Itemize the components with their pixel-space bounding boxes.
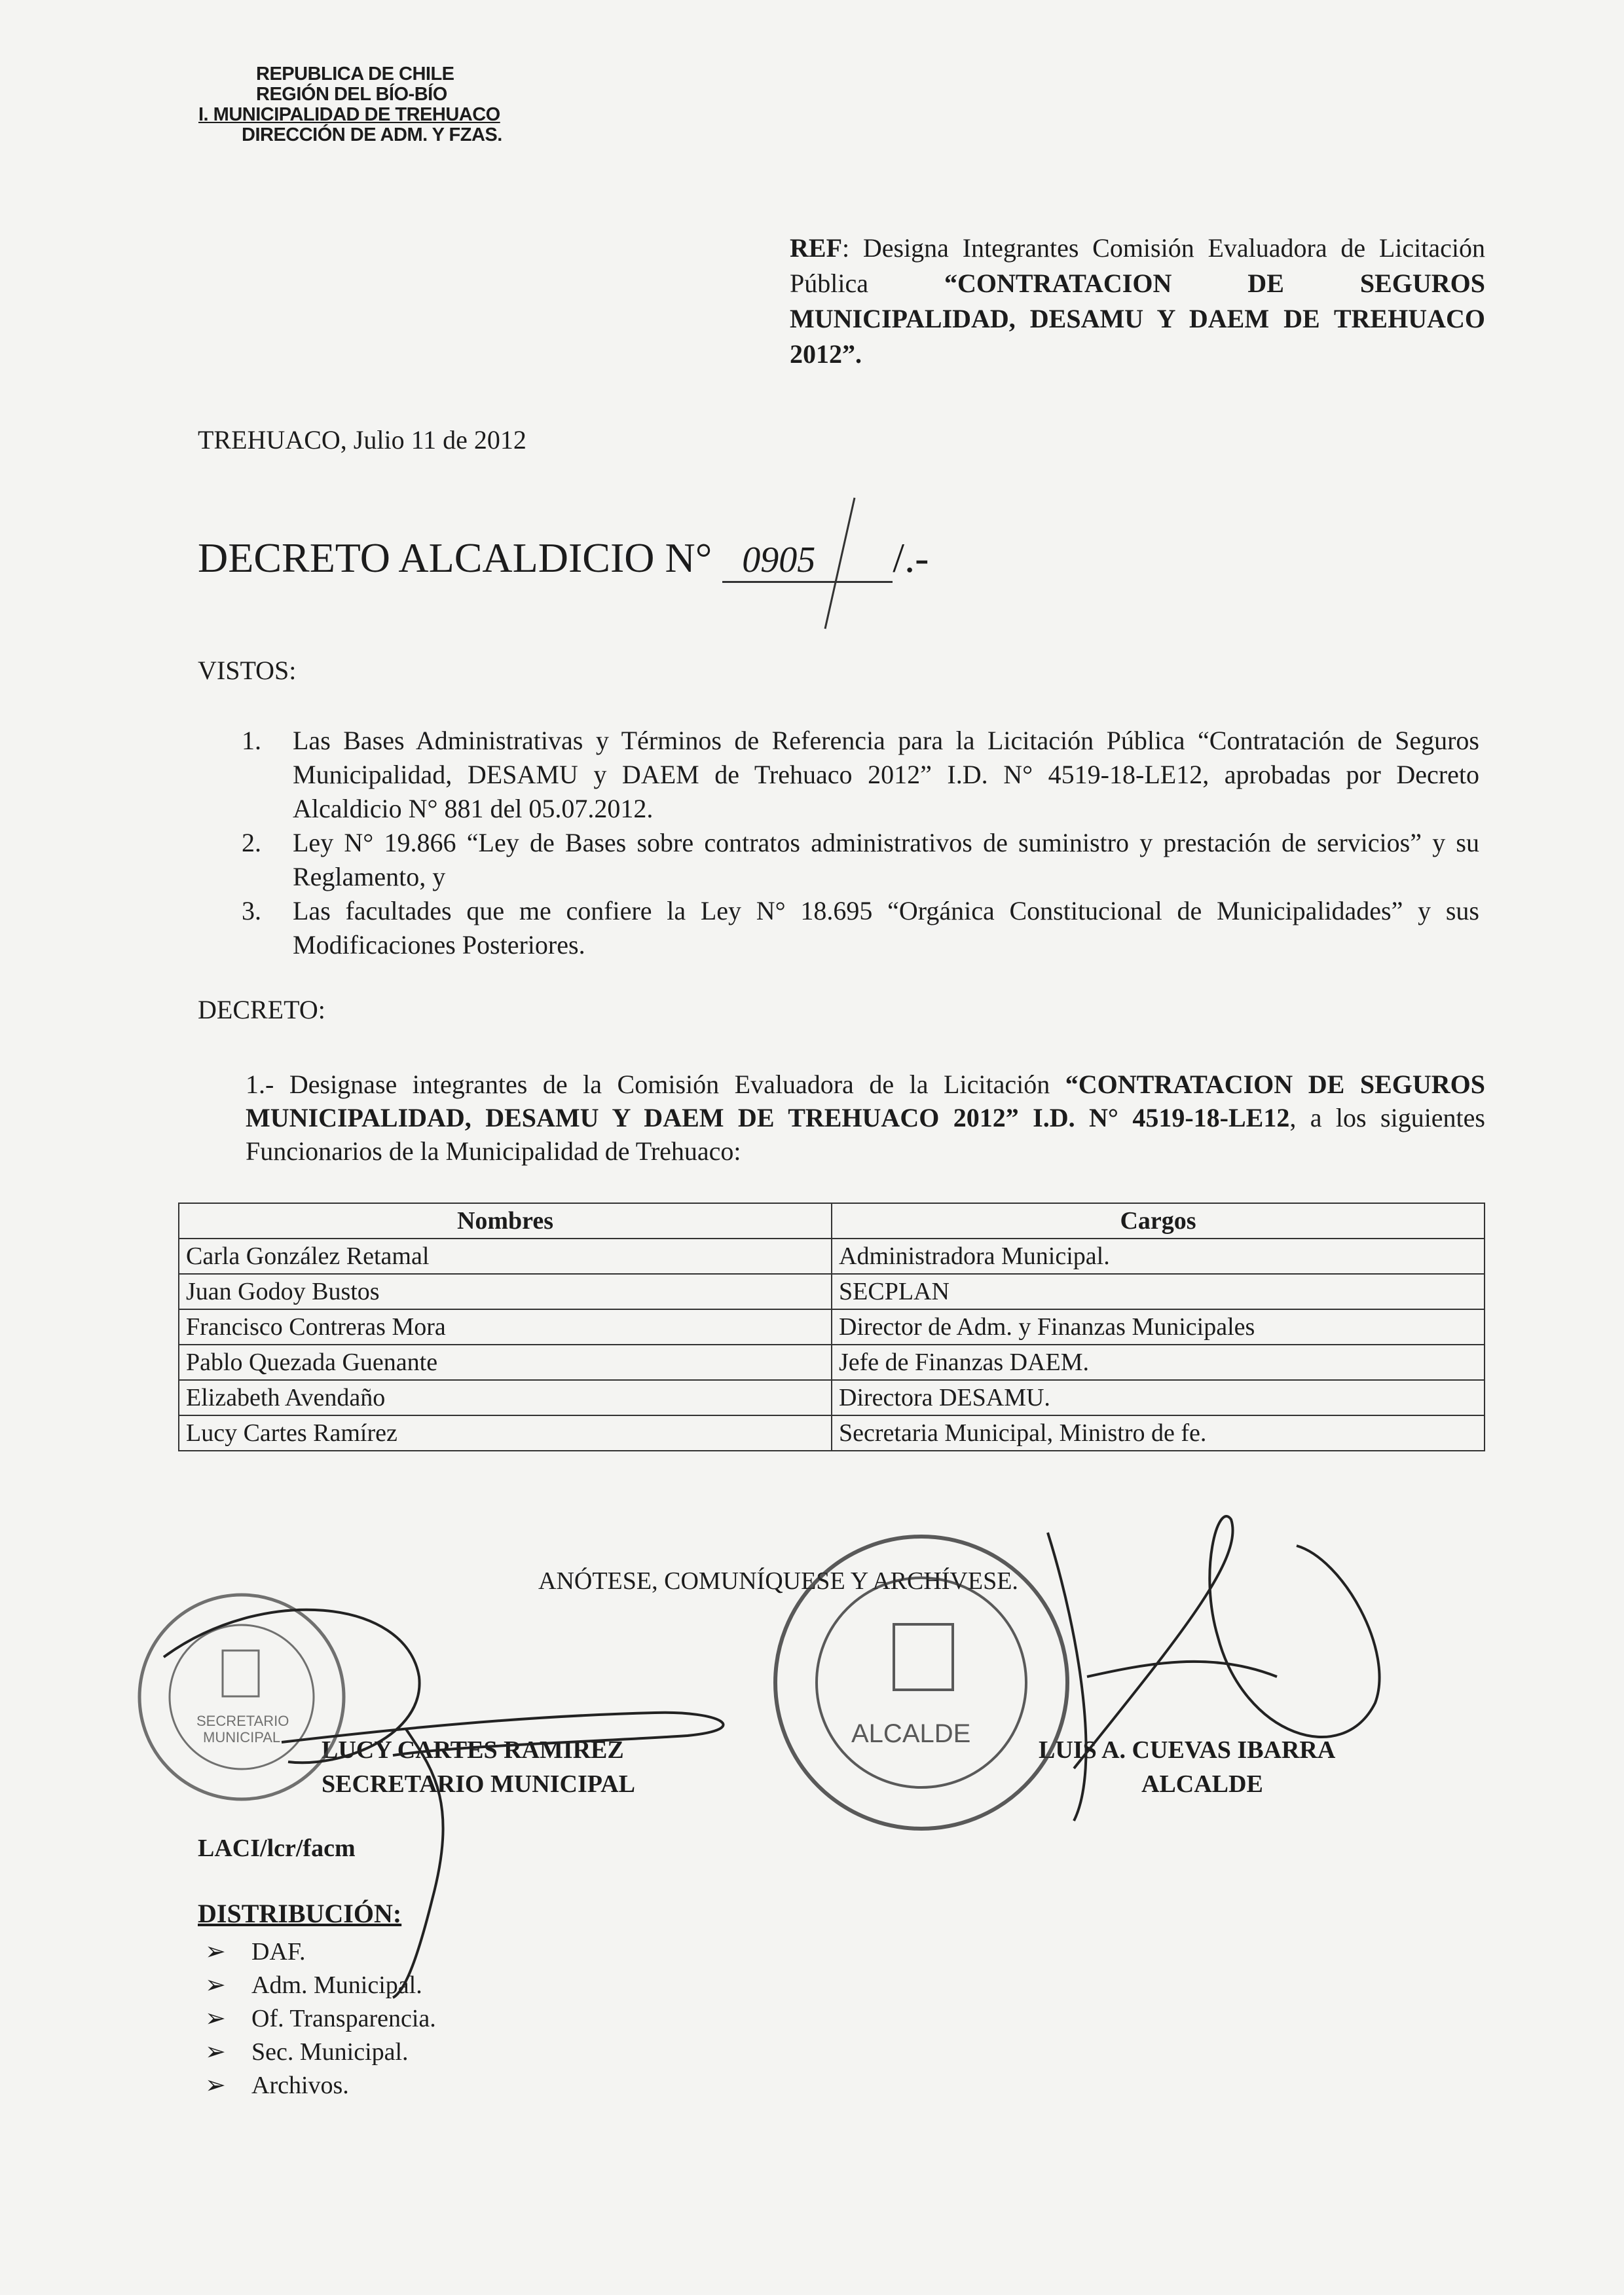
arrow-bullet-icon: ➢ bbox=[205, 2038, 226, 2066]
vistos-heading: VISTOS: bbox=[198, 656, 297, 685]
letterhead bbox=[198, 64, 502, 145]
cell-name: Pablo Quezada Guenante bbox=[179, 1345, 832, 1380]
arrow-bullet-icon: ➢ bbox=[205, 2005, 226, 2032]
ref-text: : Designa Integrantes Comisión Evaluadora de Licitación Pública bbox=[790, 233, 1485, 298]
vistos-list bbox=[242, 724, 1479, 962]
arrow-bullet-icon: ➢ bbox=[205, 2072, 226, 2099]
list-item bbox=[205, 2002, 436, 2036]
list-item bbox=[242, 724, 1479, 826]
distribution-heading: DISTRIBUCIÓN: bbox=[198, 1899, 402, 1928]
para-end: , a los siguientes Funcionarios de la Municipalidad de Trehuaco: bbox=[246, 1103, 1485, 1166]
commission-table bbox=[178, 1203, 1485, 1451]
cell-name: Lucy Cartes Ramírez bbox=[179, 1415, 832, 1451]
cell-position: Director de Adm. y Finanzas Municipales bbox=[832, 1309, 1485, 1345]
item-text: Las Bases Administrativas y Términos de Referencia para la Licitación Pública “Contratación de Seguros Municipalidad, DESAMU y DAEM de Trehuaco 2012” I.D. N° 4519-18-LE12, aprobadas por Decreto Alcaldicio N° 881 del 05.07.2012. bbox=[293, 726, 1479, 823]
item-text: Sec. Municipal. bbox=[251, 2038, 409, 2066]
list-item bbox=[242, 894, 1479, 962]
table-row bbox=[179, 1380, 1485, 1415]
decreto-heading: DECRETO: bbox=[198, 995, 325, 1024]
item-text: Las facultades que me confiere la Ley N° 18.695 “Orgánica Constitucional de Municipalidades” y sus Modificaciones Posteriores. bbox=[293, 896, 1479, 960]
item-text: Adm. Municipal. bbox=[251, 1971, 422, 1999]
distribution-list bbox=[205, 1935, 436, 2102]
cell-position: Administradora Municipal. bbox=[832, 1239, 1485, 1274]
item-text: Of. Transparencia. bbox=[251, 2005, 436, 2032]
table-row bbox=[179, 1345, 1485, 1380]
cell-position: Jefe de Finanzas DAEM. bbox=[832, 1345, 1485, 1380]
cell-position: SECPLAN bbox=[832, 1274, 1485, 1309]
list-item bbox=[205, 2036, 436, 2069]
secretary-stamp bbox=[139, 1595, 344, 1799]
table-row bbox=[179, 1274, 1485, 1309]
place-date bbox=[198, 424, 526, 455]
ref-bold-text: “CONTRATACION DE SEGUROS MUNICIPALIDAD, DESAMU Y DAEM DE TREHUACO 2012”. bbox=[790, 269, 1485, 369]
cell-name: Juan Godoy Bustos bbox=[179, 1274, 832, 1309]
decree-title-text: DECRETO ALCALDICIO N° bbox=[198, 534, 712, 581]
list-item bbox=[205, 2069, 436, 2102]
cell-name: Carla González Retamal bbox=[179, 1239, 832, 1274]
para-start: 1.- Designase integrantes de la Comisión Evaluadora de la Licitación bbox=[246, 1070, 1065, 1099]
item-number: 1. bbox=[242, 726, 261, 755]
item-number: 2. bbox=[242, 828, 261, 857]
date: , Julio 11 de 2012 bbox=[340, 425, 526, 455]
arrow-bullet-icon: ➢ bbox=[205, 1938, 226, 1966]
table-header-row bbox=[179, 1203, 1485, 1239]
letterhead-department: DIRECCIÓN DE ADM. Y FZAS. bbox=[242, 124, 502, 145]
mayor-name: LUIS A. CUEVAS IBARRA bbox=[1039, 1736, 1336, 1764]
secretary-name: LUCY CARTES RAMIREZ bbox=[322, 1736, 624, 1764]
item-number: 3. bbox=[242, 896, 261, 925]
list-item bbox=[205, 1935, 436, 1969]
initials: LACI/lcr/facm bbox=[198, 1835, 356, 1862]
cell-position: Directora DESAMU. bbox=[832, 1380, 1485, 1415]
svg-text:ALCALDE: ALCALDE bbox=[851, 1719, 971, 1748]
cell-name: Francisco Contreras Mora bbox=[179, 1309, 832, 1345]
table-row bbox=[179, 1239, 1485, 1274]
decreto-paragraph bbox=[246, 1068, 1485, 1168]
place: TREHUACO bbox=[198, 425, 341, 455]
mayor-title: ALCALDE bbox=[1141, 1770, 1263, 1798]
closing-formula: ANÓTESE, COMUNÍQUESE Y ARCHÍVESE. bbox=[538, 1567, 1018, 1595]
svg-text:MUNICIPAL: MUNICIPAL bbox=[203, 1729, 281, 1745]
cell-position: Secretaria Municipal, Ministro de fe. bbox=[832, 1415, 1485, 1451]
para-bold: “CONTRATACION DE SEGUROS MUNICIPALIDAD, DESAMU Y DAEM DE TREHUACO 2012” I.D. N° 4519-18-LE12 bbox=[246, 1070, 1485, 1132]
decree-title bbox=[198, 534, 929, 583]
secretary-title: SECRETARIO MUNICIPAL bbox=[322, 1770, 635, 1798]
column-header-names: Nombres bbox=[179, 1203, 832, 1239]
svg-text:SECRETARIO: SECRETARIO bbox=[196, 1713, 289, 1729]
item-text: DAF. bbox=[251, 1938, 306, 1966]
column-header-positions: Cargos bbox=[832, 1203, 1485, 1239]
item-text: Archivos. bbox=[251, 2072, 349, 2099]
decree-number: 0905 bbox=[722, 539, 893, 583]
ref-label: REF bbox=[790, 233, 842, 263]
item-text: Ley N° 19.866 “Ley de Bases sobre contratos administrativos de suministro y prestación de servicios” y su Reglamento, y bbox=[293, 828, 1479, 891]
arrow-bullet-icon: ➢ bbox=[205, 1971, 226, 1999]
letterhead-region: REGIÓN DEL BÍO-BÍO bbox=[256, 84, 447, 105]
cell-name: Elizabeth Avendaño bbox=[179, 1380, 832, 1415]
list-item bbox=[242, 826, 1479, 894]
reference-block bbox=[790, 231, 1485, 372]
table-row bbox=[179, 1309, 1485, 1345]
table-row bbox=[179, 1415, 1485, 1451]
decree-suffix: /.- bbox=[893, 534, 929, 581]
letterhead-country: REPUBLICA DE CHILE bbox=[256, 64, 454, 84]
letterhead-municipality: I. MUNICIPALIDAD DE TREHUACO bbox=[198, 104, 500, 125]
list-item bbox=[205, 1969, 436, 2002]
